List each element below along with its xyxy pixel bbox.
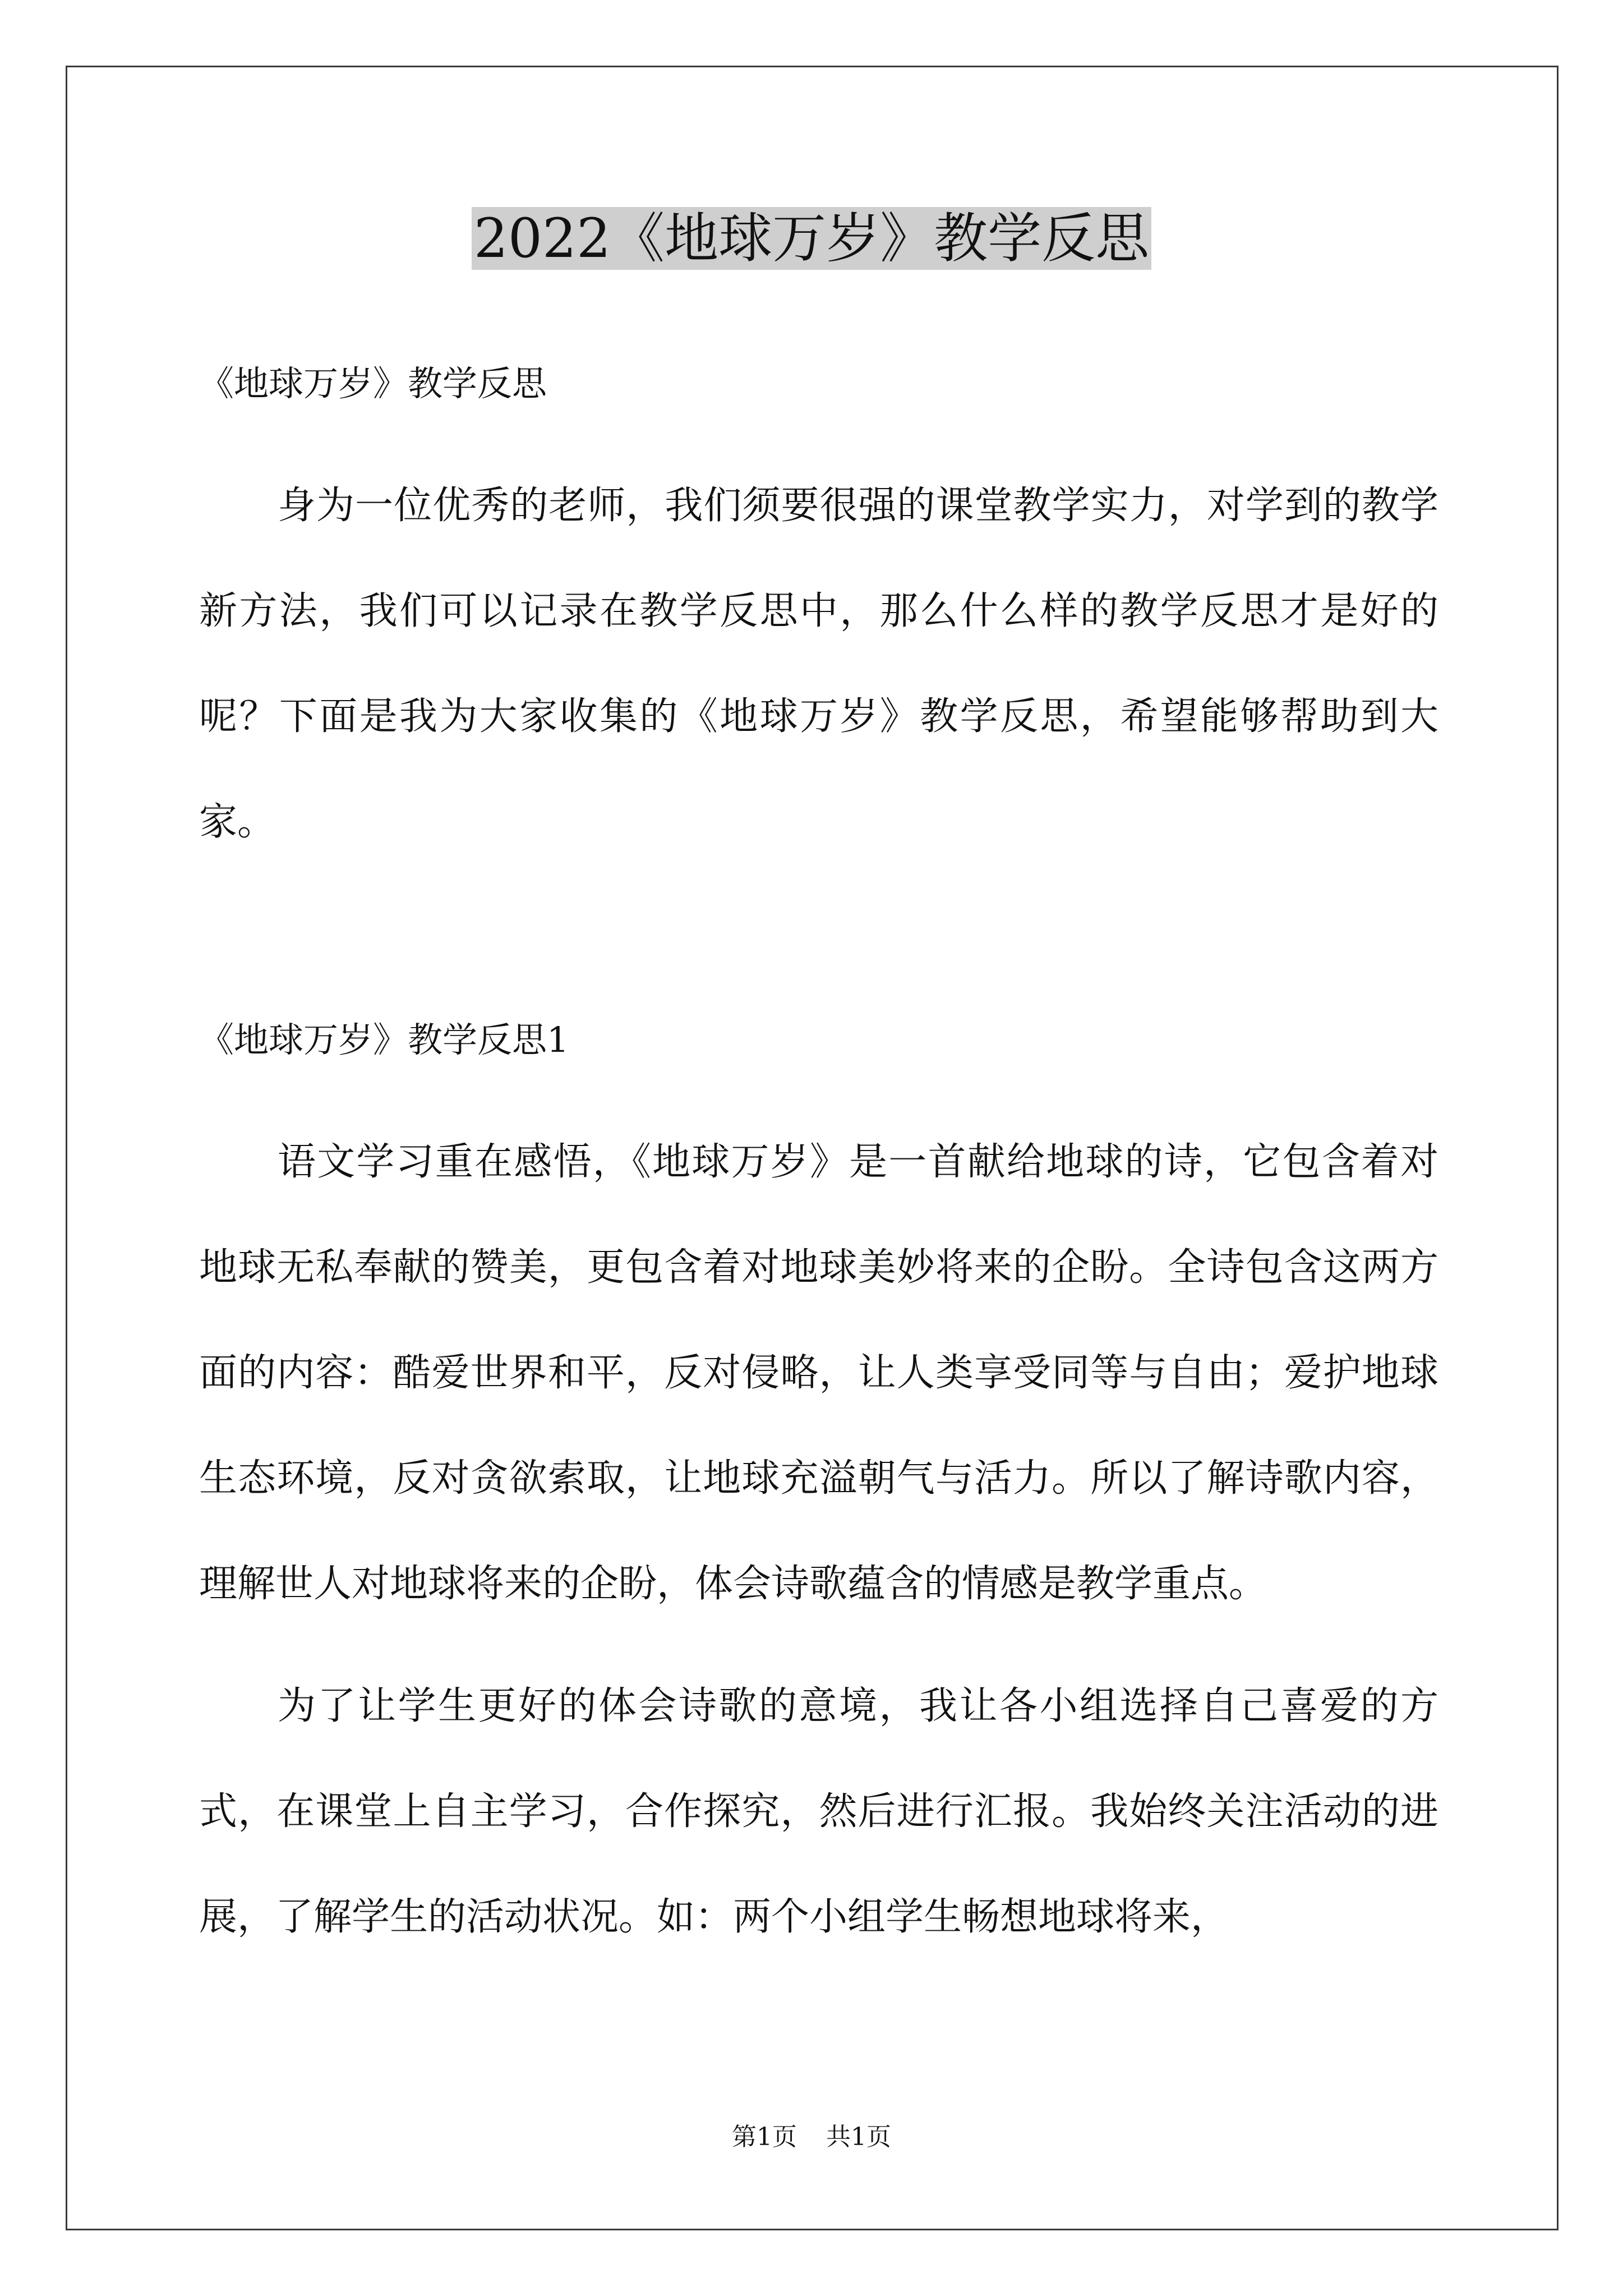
body-paragraph: 语文学习重在感悟，《地球万岁》是一首献给地球的诗，它包含着对地球无私奉献的赞美，更包含着对地球美妙将来的企盼。全诗包含这两方面的内容：酷爱世界和平，反对侵略，让人类享受同等与自由；爱护地球生态环境，反对贪欲索取，让地球充溢朝气与活力。所以了解诗歌内容，理解世人对地球将来的企盼，体会诗歌蕴含的情感是教学重点。 [199, 1140, 1438, 1606]
document-title-text: 2022《地球万岁》教学反思 [472, 207, 1151, 270]
body-paragraph: 为了让学生更好的体会诗歌的意境，我让各小组选择自己喜爱的方式，在课堂上自主学习，合作探究，然后进行汇报。我始终关注活动的进展，了解学生的活动状况。如：两个小组学生畅想地球将来， [199, 1684, 1438, 1939]
document-body [199, 331, 1438, 1970]
section-heading: 《地球万岁》教学反思1 [199, 1019, 569, 1060]
document-title [0, 202, 1623, 275]
intro-paragraph: 身为一位优秀的老师，我们须要很强的课堂教学实力，对学到的教学新方法，我们可以记录在教学反思中，那么什么样的教学反思才是好的呢？下面是我为大家收集的《地球万岁》教学反思，希望能够帮助到大家。 [199, 484, 1438, 844]
page-footer [0, 2120, 1623, 2154]
intro-heading: 《地球万岁》教学反思 [199, 363, 547, 404]
page-total: 共1页 [826, 2123, 891, 2151]
page-number: 第1页 [732, 2123, 797, 2151]
